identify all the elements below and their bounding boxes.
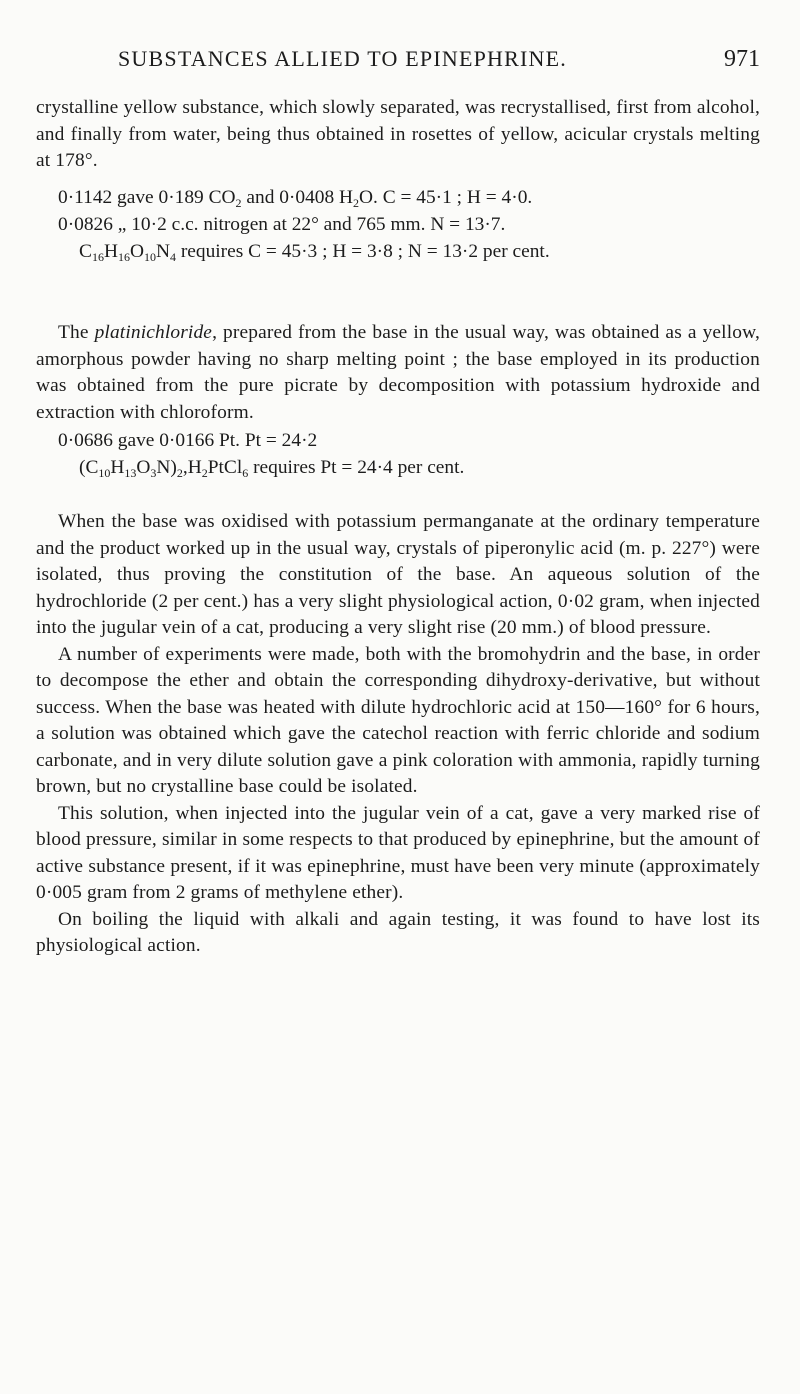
paragraph-continuation <box>36 95 760 175</box>
formula-subscript: 13 <box>124 466 137 480</box>
analysis-block-1 <box>58 184 550 265</box>
formula-subscript: 10 <box>143 250 156 264</box>
molecular-formula <box>79 241 176 262</box>
paragraph-6: On boiling the liquid with alkali and again testing, it was found to have lost its physiological action. <box>36 908 760 956</box>
formula-subscript: 2 <box>201 466 208 480</box>
analysis-line-platinum: 0·0686 gave 0·0166 Pt. Pt = 24·2 <box>58 430 318 451</box>
page-header <box>36 46 760 78</box>
salt-formula <box>79 457 248 478</box>
formula-text: PtCl <box>207 457 243 478</box>
formula-text: N) <box>156 457 177 478</box>
analysis-line-requires: $C_{16}H_{16}O_{10}N_4$ requires C = 45·3 ; H = 3·8 ; N = 13·2 per cent. <box>79 241 550 264</box>
formula-subscript: 10 <box>98 466 111 480</box>
formula-text: O <box>129 241 144 262</box>
formula-text: ,H <box>182 457 202 478</box>
formula-subscript: 6 <box>242 466 249 480</box>
formula-subscript: 16 <box>91 250 104 264</box>
analysis-line-combustion: 0·1142 gave 0·189 $CO_2$ and 0·0408 $H_2O$. C = 45·1 ; H = 4·0. <box>58 187 533 210</box>
formula-subscript: 3 <box>150 466 157 480</box>
formula-subscript: 4 <box>169 250 176 264</box>
paragraphs-main <box>36 509 760 960</box>
formula-text: N <box>155 241 170 262</box>
analysis-line-nitrogen: 0·0826 „ 10·2 c.c. nitrogen at 22° and 765 mm. N = 13·7. <box>58 214 506 235</box>
paragraph-2: The platinichloride, prepared from the base in the usual way, was obtained as a yellow, amorphous powder having no sharp melting point ; the base employed in its production was obtained from the pure picrate by decomposition with potassium hydroxide and extraction with chloroform. <box>36 322 760 423</box>
analysis-block-2 <box>58 427 464 481</box>
paragraph-5: This solution, when injected into the jugular vein of a cat, gave a very marked rise of blood pressure, similar in some respects to that produced by epinephrine, but the amount of active substance present, if it was epinephrine, must have been very minute (approximately 0·005 gram from 2 grams of methylene ether). <box>36 802 760 903</box>
paragraph-4: A number of experiments were made, both with the bromohydrin and the base, in order to decompose the ether and obtain the corresponding dihydroxy-derivative, but without success. When the base was heated with dilute hydrochloric acid at 150—160° for 6 hours, a solution was obtained which gave the catechol reaction with ferric chloride and sodium carbonate, and in very dilute solution gave a pink coloration with ammonia, rapidly turning brown, but no crystalline base could be isolated. <box>36 643 760 797</box>
formula-text: H <box>110 457 125 478</box>
paragraph-1: crystalline yellow substance, which slowly separated, was recrystallised, first from alcohol, and finally from water, being thus obtained in rosettes of yellow, acicular crystals melting at 178°. <box>36 97 760 171</box>
running-head: SUBSTANCES ALLIED TO EPINEPHRINE. <box>118 46 567 71</box>
formula-subscript: 2 <box>176 466 183 480</box>
formula-text: H <box>103 241 118 262</box>
page-number: 971 <box>724 46 760 72</box>
paragraph-3: When the base was oxidised with potassium permanganate at the ordinary temperature and the product worked up in the usual way, crystals of piperonylic acid (m. p. 227°) were isolated, thus proving the constitution of the base. An aqueous solution of the hydrochloride (2 per cent.) has a very slight physiological action, 0·02 gram, when injected into the jugular vein of a cat, producing a very slight rise (20 mm.) of blood pressure. <box>36 511 760 638</box>
paragraph-platinichloride <box>36 320 760 426</box>
formula-text: C <box>79 241 92 262</box>
formula-text: O <box>136 457 151 478</box>
analysis-line-platinum-requires: $(C_{10}H_{13}O_3N)_2,H_2PtCl_6$ requires Pt = 24·4 per cent. <box>79 457 465 480</box>
formula-text: (C <box>79 457 99 478</box>
formula-subscript: 16 <box>117 250 130 264</box>
